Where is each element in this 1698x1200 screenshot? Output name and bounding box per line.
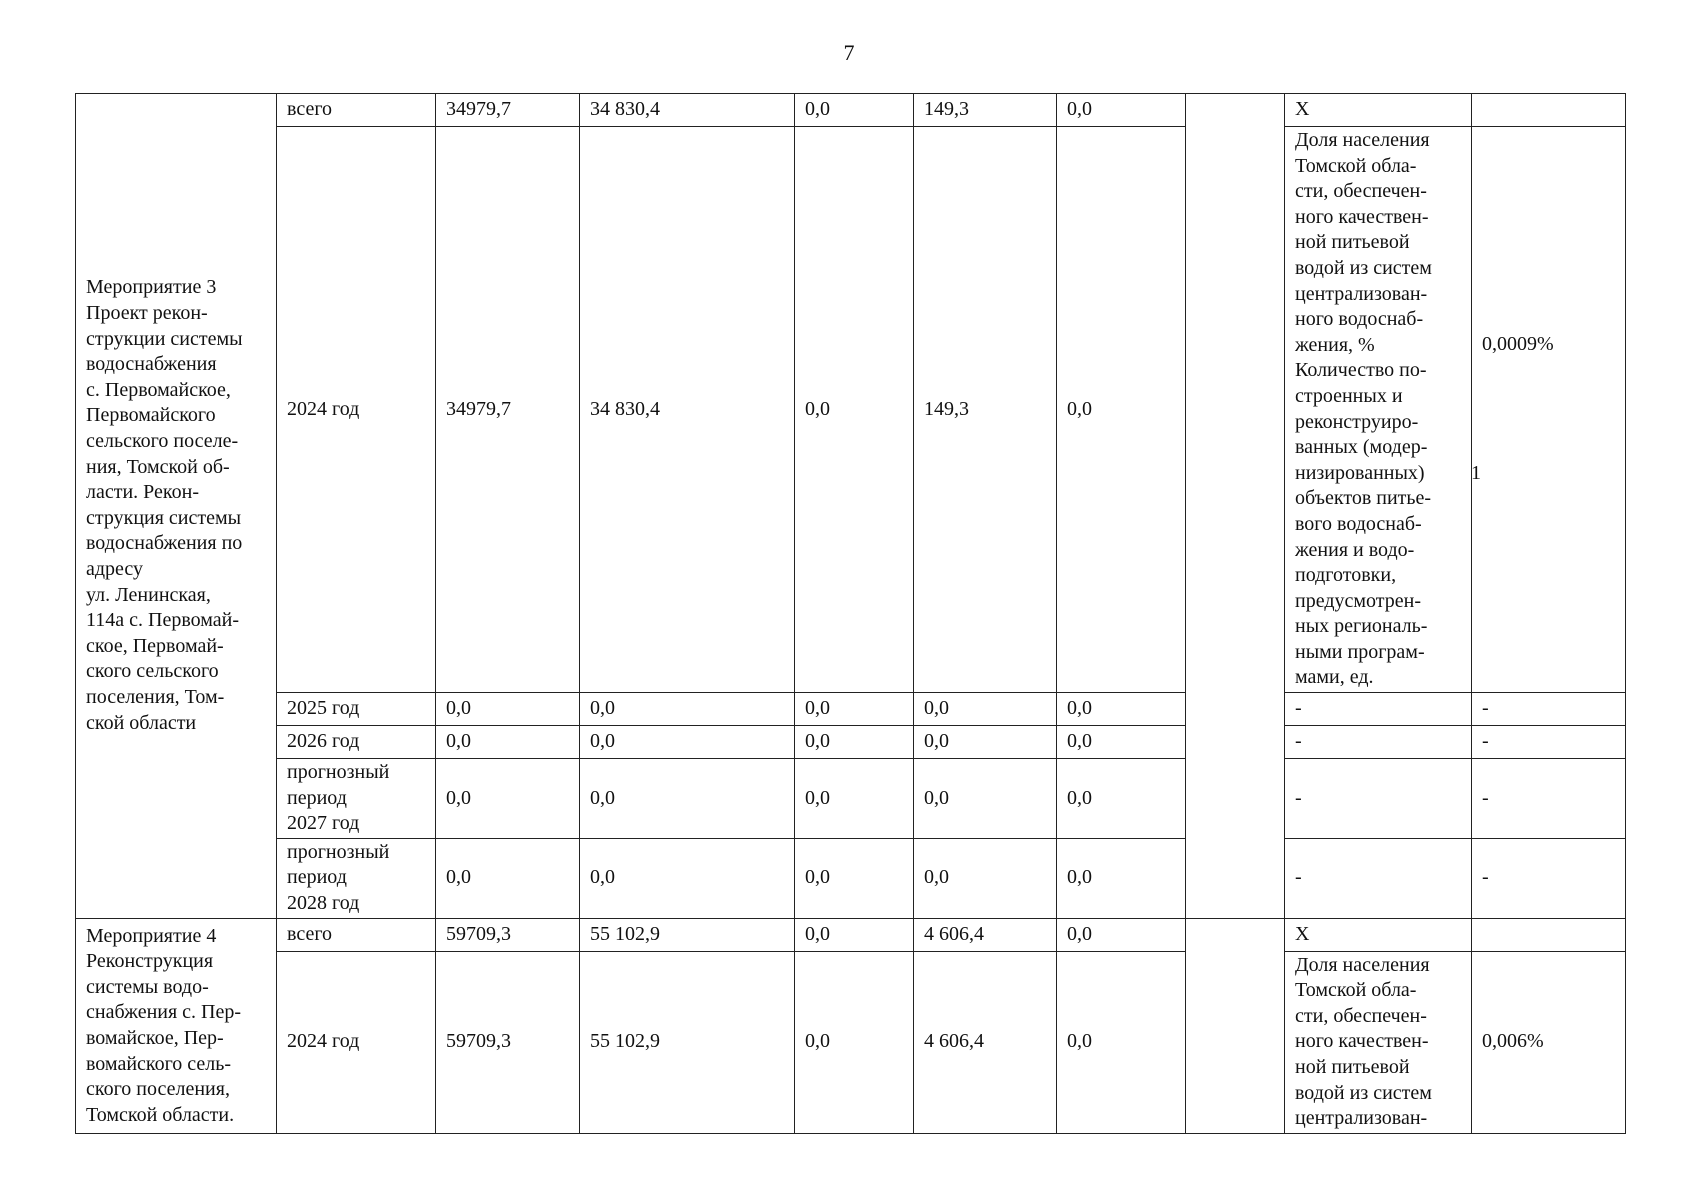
measure-name-line: вомайское, Пер- xyxy=(86,1027,224,1049)
period-cell: 2026 год xyxy=(277,726,436,759)
indicator-line: ной питьевой xyxy=(1295,1056,1410,1078)
measure-name-line: Первомайского xyxy=(86,404,216,427)
period-line: период xyxy=(287,786,347,809)
indicator-line: ного водоснаб- xyxy=(1295,308,1424,331)
period-cell: 2025 год xyxy=(277,693,436,726)
indicator-value-1: 0,0009% xyxy=(1482,333,1554,356)
measure-name-line: ласти. Рекон- xyxy=(86,481,199,504)
amount-federal-cell: 34 830,4 xyxy=(580,94,795,127)
indicator-cell xyxy=(1285,127,1472,693)
amount-total-cell: 0,0 xyxy=(436,693,580,726)
measure-name-line: Мероприятие 4 xyxy=(86,924,217,947)
measure-name-line: 114а с. Первомай- xyxy=(86,609,240,632)
amount-regional-cell: 0,0 xyxy=(795,94,914,127)
amount-regional-cell: 0,0 xyxy=(795,838,914,918)
amount-total-cell: 59709,3 xyxy=(436,951,580,1133)
amount-other-cell: 0,0 xyxy=(1057,918,1186,951)
period-line: период xyxy=(287,866,347,889)
executor-cell xyxy=(1186,94,1285,919)
indicator-value-cell xyxy=(1472,94,1626,127)
measure-name-line: Томской области. xyxy=(86,1103,235,1126)
period-cell: 2024 год xyxy=(277,951,436,1133)
indicator-line: жения, % xyxy=(1295,333,1375,356)
amount-federal-cell: 34 830,4 xyxy=(580,127,795,693)
measure-name-line: адресу xyxy=(86,558,144,580)
indicator-line: ной питьевой xyxy=(1295,231,1410,254)
indicator-line: Количество по- xyxy=(1295,359,1427,382)
measure-name-line: водоснабжения по xyxy=(86,532,243,555)
amount-total-cell: 0,0 xyxy=(436,838,580,918)
indicator-value-cell: - xyxy=(1472,759,1626,839)
indicator-line: Томской обла- xyxy=(1295,154,1417,177)
indicator-value-cell: 0,006% xyxy=(1472,951,1626,1133)
measure-name-line: вомайского сель- xyxy=(86,1052,232,1075)
amount-federal-cell: 55 102,9 xyxy=(580,951,795,1133)
table-row xyxy=(76,951,1626,1133)
spacer xyxy=(1482,358,1615,461)
measure-name-line: ского поселения, xyxy=(86,1078,230,1101)
indicator-line: ного качествен- xyxy=(1295,1030,1429,1053)
period-cell xyxy=(277,838,436,918)
amount-federal-cell: 0,0 xyxy=(580,726,795,759)
indicator-line: централизован- xyxy=(1295,282,1428,305)
indicator-cell xyxy=(1285,951,1472,1133)
period-cell: всего xyxy=(277,918,436,951)
page-number: 7 xyxy=(843,40,855,65)
measure-name-cell xyxy=(76,94,277,919)
indicator-line: ванных (модер- xyxy=(1295,436,1428,459)
measure-name-line: Проект рекон- xyxy=(86,302,208,325)
indicator-cell: Х xyxy=(1285,94,1472,127)
indicator-value-cell: - xyxy=(1472,726,1626,759)
amount-other-cell: 0,0 xyxy=(1057,726,1186,759)
amount-other-cell: 0,0 xyxy=(1057,951,1186,1133)
amount-regional-cell: 0,0 xyxy=(795,759,914,839)
table-row xyxy=(76,94,1626,127)
measure-name-line: ния, Томской об- xyxy=(86,455,230,478)
amount-federal-cell: 0,0 xyxy=(580,759,795,839)
measure-name-line: ского сельского xyxy=(86,660,219,683)
amount-other-cell: 0,0 xyxy=(1057,838,1186,918)
amount-total-cell: 0,0 xyxy=(436,759,580,839)
amount-federal-cell: 55 102,9 xyxy=(580,918,795,951)
indicator-line: подготовки, xyxy=(1295,564,1397,587)
period-cell: 2024 год xyxy=(277,127,436,693)
amount-regional-cell: 0,0 xyxy=(795,726,914,759)
indicator-cell: Х xyxy=(1285,918,1472,951)
amount-total-cell: 34979,7 xyxy=(436,127,580,693)
table-row xyxy=(76,726,1626,759)
indicator-value-cell xyxy=(1472,127,1626,693)
amount-local-cell: 0,0 xyxy=(914,693,1057,726)
period-line: 2028 год xyxy=(287,892,360,915)
amount-local-cell: 0,0 xyxy=(914,759,1057,839)
indicator-line: водой из систем xyxy=(1295,1081,1432,1104)
indicator-value-cell: - xyxy=(1472,838,1626,918)
indicator-line: жения и водо- xyxy=(1295,538,1415,561)
amount-regional-cell: 0,0 xyxy=(795,918,914,951)
measure-name-line: Мероприятие 3 xyxy=(86,276,217,299)
amount-local-cell: 0,0 xyxy=(914,838,1057,918)
amount-regional-cell: 0,0 xyxy=(795,693,914,726)
executor-cell xyxy=(1186,918,1285,1133)
amount-federal-cell: 0,0 xyxy=(580,838,795,918)
measure-name-line: системы водо- xyxy=(86,975,209,998)
period-cell: всего xyxy=(277,94,436,127)
indicator-line: ного качествен- xyxy=(1295,205,1429,228)
amount-regional-cell: 0,0 xyxy=(795,951,914,1133)
indicator-line: Доля населения xyxy=(1295,953,1430,976)
measure-name-line: струкции системы xyxy=(86,327,243,350)
amount-federal-cell: 0,0 xyxy=(580,693,795,726)
amount-local-cell: 149,3 xyxy=(914,127,1057,693)
indicator-line: ными програм- xyxy=(1295,640,1425,663)
indicator-value-cell xyxy=(1472,918,1626,951)
period-cell xyxy=(277,759,436,839)
measure-name-line: струкция системы xyxy=(86,506,242,529)
indicator-value-cell: - xyxy=(1472,693,1626,726)
indicator-cell: - xyxy=(1285,693,1472,726)
indicator-line: Доля населения xyxy=(1295,129,1430,151)
measure-name-line: с. Первомайское, xyxy=(86,378,231,401)
measure-name-line: Реконструкция xyxy=(86,950,214,973)
indicator-line: объектов питье- xyxy=(1295,487,1432,510)
measure-name-line: ской области xyxy=(86,711,197,734)
indicator-line: ных региональ- xyxy=(1295,615,1428,638)
indicator-cell: - xyxy=(1285,838,1472,918)
measure-name-line: поселения, Том- xyxy=(86,685,225,708)
table-row xyxy=(76,693,1626,726)
indicator-line: низированных) xyxy=(1295,461,1425,484)
table-row xyxy=(76,759,1626,839)
amount-other-cell: 0,0 xyxy=(1057,94,1186,127)
amount-other-cell: 0,0 xyxy=(1057,693,1186,726)
measure-name-line: ул. Ленинская, xyxy=(86,583,211,606)
indicator-line: вого водоснаб- xyxy=(1295,512,1422,535)
indicator-cell: - xyxy=(1285,759,1472,839)
amount-local-cell: 4 606,4 xyxy=(914,951,1057,1133)
budget-table xyxy=(75,93,1626,1134)
indicator-cell: - xyxy=(1285,726,1472,759)
amount-total-cell: 59709,3 xyxy=(436,918,580,951)
indicator-line: сти, обеспечен- xyxy=(1295,180,1427,203)
amount-total-cell: 34979,7 xyxy=(436,94,580,127)
amount-local-cell: 0,0 xyxy=(914,726,1057,759)
indicator-value-2: 1 xyxy=(1471,462,1481,485)
indicator-line: реконструиро- xyxy=(1295,410,1419,433)
table-row xyxy=(76,918,1626,951)
amount-other-cell: 0,0 xyxy=(1057,127,1186,693)
period-line: прогнозный xyxy=(287,840,390,863)
indicator-line: мами, ед. xyxy=(1295,666,1374,689)
amount-regional-cell: 0,0 xyxy=(795,127,914,693)
period-line: 2027 год xyxy=(287,812,360,835)
period-line: прогнозный xyxy=(287,761,390,784)
measure-name-line: водоснабжения xyxy=(86,353,217,376)
indicator-line: сти, обеспечен- xyxy=(1295,1004,1427,1027)
table-row xyxy=(76,127,1626,693)
amount-local-cell: 4 606,4 xyxy=(914,918,1057,951)
indicator-line: водой из систем xyxy=(1295,256,1432,279)
measure-name-line: сельского поселе- xyxy=(86,430,239,453)
indicator-line: централизован- xyxy=(1295,1107,1428,1130)
measure-name-cell xyxy=(76,918,277,1133)
indicator-line: строенных и xyxy=(1295,384,1403,407)
indicator-line: Томской обла- xyxy=(1295,979,1417,1002)
amount-other-cell: 0,0 xyxy=(1057,759,1186,839)
amount-local-cell: 149,3 xyxy=(914,94,1057,127)
table-row xyxy=(76,838,1626,918)
indicator-line: предусмотрен- xyxy=(1295,589,1421,612)
amount-total-cell: 0,0 xyxy=(436,726,580,759)
measure-name-line: ское, Первомай- xyxy=(86,634,224,657)
measure-name-line: снабжения с. Пер- xyxy=(86,1001,242,1024)
